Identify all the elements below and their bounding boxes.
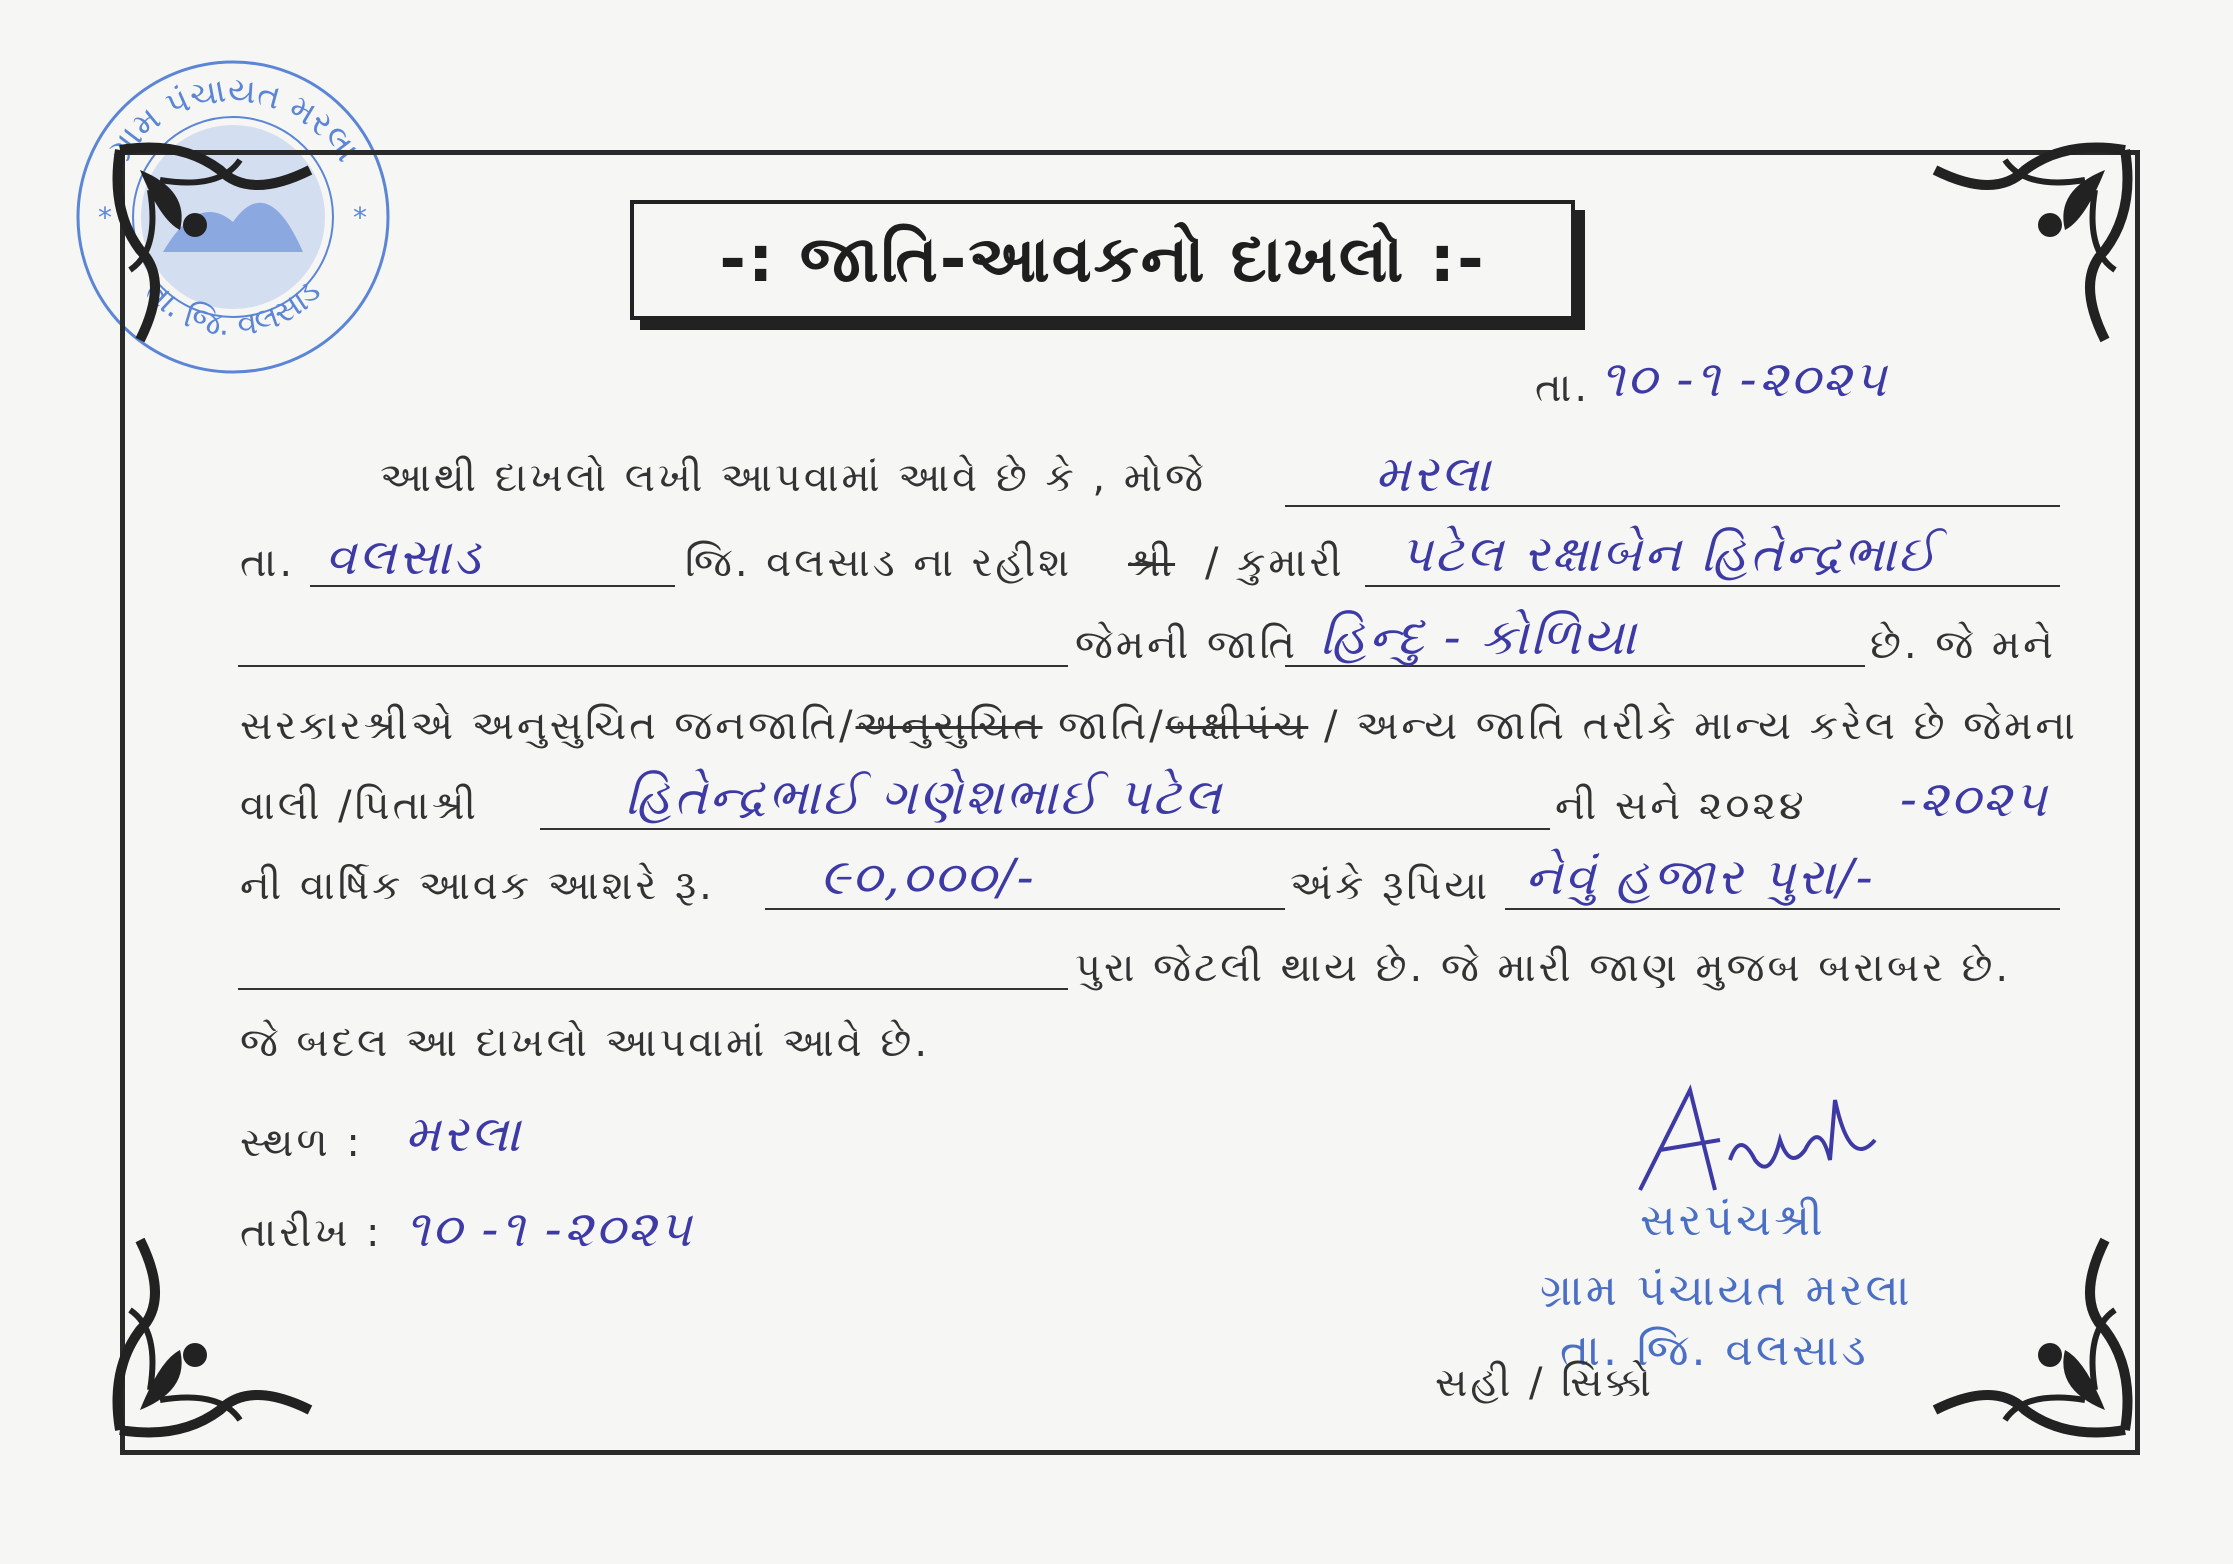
line4-part1: સરકારશ્રીએ અનુસુચિત જનજાતિ/ [240, 703, 856, 749]
father-underline [540, 828, 1550, 830]
shri-struck: શ્રી [1128, 540, 1176, 586]
line7-text: પુરા જેટલી થાય છે. જે મારી જાણ મુજબ બરાબર છે. [1075, 945, 2012, 991]
kumari-label: / કુમારી [1205, 540, 1345, 586]
year-label: ની સને ૨૦૨૪ [1555, 783, 1807, 829]
income-amount: ૯૦,૦૦૦/- [820, 848, 1036, 906]
village-underline [1285, 505, 2060, 507]
income-underline [765, 908, 1285, 910]
father-label: વાલી /પિતાશ્રી [240, 783, 479, 829]
taluka-value: વલસાડ [325, 528, 483, 586]
blank-underline-1 [238, 665, 1068, 667]
sarpanch-title: સરપંચશ્રી [1640, 1195, 1826, 1246]
caste-value: હિન્દુ - કોળિયા [1320, 608, 1638, 666]
father-name: હિતેન્દ્રભાઈ ગણેશભાઈ પટેલ [625, 768, 1224, 826]
svg-text:*: * [98, 201, 112, 234]
words-underline [1505, 908, 2060, 910]
line4-strike1: અનુસુચિત [855, 703, 1043, 749]
date-value: ૧૦ -૧ -૨૦૨૫ [1600, 350, 1889, 408]
name-underline [1365, 585, 2060, 587]
panchayat-district: તા. જિ. વલસાડ [1560, 1325, 1869, 1376]
line8-text: જે બદલ આ દાખલો આપવામાં આવે છે. [240, 1020, 931, 1066]
sarpanch-signature [1620, 1080, 1880, 1210]
date2-label: તારીખ : [240, 1210, 383, 1256]
stamp-text-top: ગ્રામ પંચાયત મરલા [99, 70, 367, 170]
village-value: મરલા [1375, 445, 1493, 503]
blank-underline-2 [238, 988, 1068, 990]
sahi-sikko-label: સહી / સિક્કો [1435, 1360, 1654, 1406]
stamp-text-bottom: તા. જિ. વલસાડ [138, 271, 328, 344]
line1-text: આથી દાખલો લખી આપવામાં આવે છે કે , મોજે [380, 455, 1206, 501]
date2-value: ૧૦ -૧ -૨૦૨૫ [405, 1200, 694, 1258]
certificate-title: -: જાતિ-આવકનો દાખલો :- [719, 223, 1486, 297]
place-label: સ્થળ : [240, 1120, 363, 1166]
year-end: -૨૦૨૫ [1900, 770, 2049, 828]
caste-suffix: છે. જે મને [1870, 622, 2056, 668]
caste-label: જેમની જાતિ [1075, 622, 1299, 668]
panchayat-name: ગ્રામ પંચાયત મરલા [1540, 1265, 1913, 1316]
applicant-name: પટેલ રક્ષાબેન હિતેન્દ્રભાઈ [1400, 525, 1939, 583]
line4-part2: જાતિ/ [1042, 703, 1166, 749]
corner-ornament-icon [100, 130, 330, 360]
district-text: જિ. વલસાડ ના રહીશ [685, 540, 1073, 586]
corner-ornament-icon [1915, 130, 2145, 360]
words-label: અંકે રૂપિયા [1290, 863, 1490, 909]
corner-ornament-icon [1915, 1220, 2145, 1450]
date-label: તા. [1535, 365, 1591, 411]
place-value: મરલા [405, 1105, 523, 1163]
certificate-title-box [630, 200, 1575, 320]
line4-strike2: બક્ષીપંચ [1165, 703, 1309, 749]
svg-text:*: * [353, 201, 367, 234]
income-label: ની વાર્ષિક આવક આશરે રૂ. [240, 863, 715, 909]
income-words: નેવું હજાર પુરા/- [1525, 848, 1875, 906]
line4-text [240, 703, 2078, 749]
taluka-label: તા. [240, 540, 296, 586]
line4-part3: / અન્ય જાતિ તરીકે માન્ય કરેલ છે જેમના [1308, 703, 2078, 749]
